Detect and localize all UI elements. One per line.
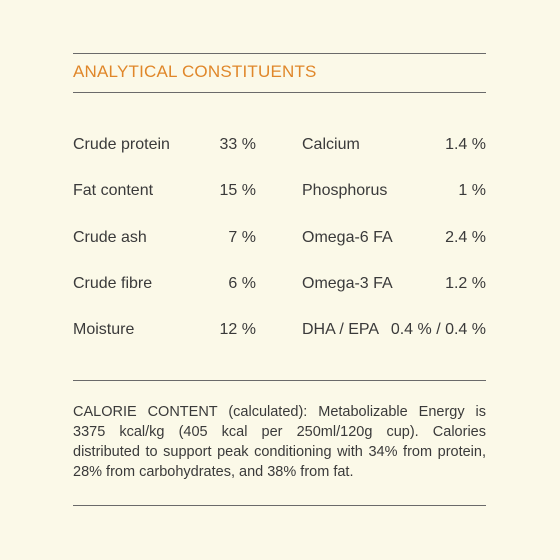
heading-rule: [73, 92, 486, 93]
left-label-1: Fat content: [73, 182, 154, 199]
top-rule: [73, 53, 486, 54]
right-label-2: Omega-6 FA: [302, 229, 393, 246]
section-heading: ANALYTICAL CONSTITUENTS: [73, 62, 317, 81]
right-value-2: 2.4 %: [445, 229, 486, 246]
right-value-4: 0.4 % / 0.4 %: [390, 321, 486, 338]
bottom-rule: [73, 505, 486, 506]
left-value-1: 15 %: [219, 182, 256, 199]
right-label-4: DHA / EPA: [302, 321, 380, 338]
left-label-2: Crude ash: [73, 229, 147, 246]
calorie-content: CALORIE CONTENT (calculated): Metabolizable Energy is 3375 kcal/kg (405 kcal per 250ml/120g cup). Calories distributed to support peak conditioning with 34% from protein, 28% from carbohydrates, and 38% from fat.: [73, 404, 486, 480]
right-value-1: 1 %: [458, 182, 486, 199]
right-label-1: Phosphorus: [302, 182, 388, 199]
right-label-0: Calcium: [302, 136, 360, 153]
left-label-4: Moisture: [73, 321, 135, 338]
left-value-4: 12 %: [219, 321, 256, 338]
right-label-3: Omega-3 FA: [302, 275, 393, 292]
left-value-2: 7 %: [228, 229, 256, 246]
right-value-3: 1.2 %: [445, 275, 486, 292]
left-value-3: 6 %: [228, 275, 256, 292]
left-label-0: Crude protein: [73, 136, 170, 153]
left-label-3: Crude fibre: [73, 275, 153, 292]
left-value-0: 33 %: [219, 136, 256, 153]
middle-rule: [73, 380, 486, 381]
right-value-0: 1.4 %: [445, 136, 486, 153]
